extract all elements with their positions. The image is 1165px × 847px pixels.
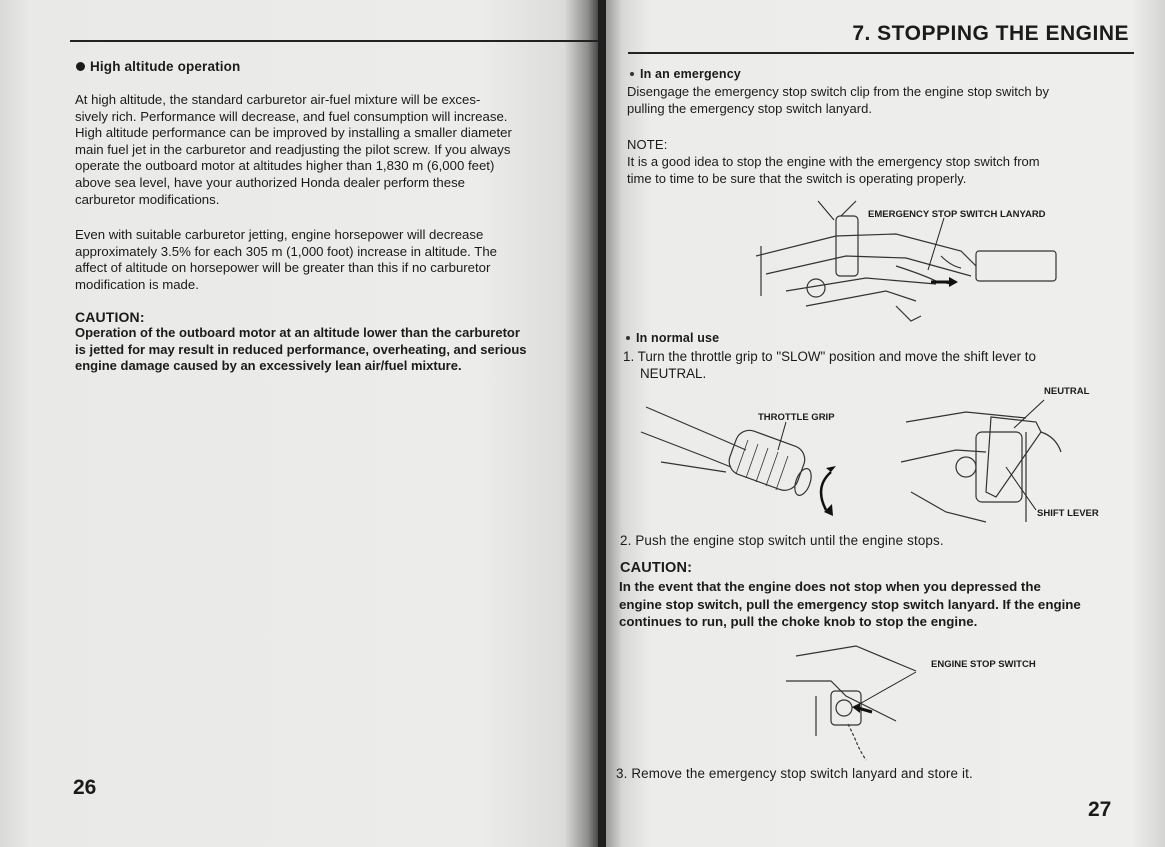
fig2-label-shift-lever: SHIFT LEVER bbox=[1037, 508, 1099, 519]
text-line: is jetted for may result in reduced performance, overheating, and serious bbox=[75, 341, 527, 357]
caution-text-right bbox=[619, 578, 1131, 631]
text-line: sively rich. Performance will decrease, and fuel consumption will increase. bbox=[75, 108, 508, 124]
text-line: High altitude performance can be improved by installing a smaller diameter bbox=[75, 125, 512, 141]
text-line: Even with suitable carburetor jetting, engine horsepower will decrease bbox=[75, 227, 484, 242]
note-heading: NOTE: bbox=[627, 137, 668, 152]
emergency-text bbox=[627, 83, 1132, 117]
note-text bbox=[627, 153, 1132, 187]
top-rule-right bbox=[628, 52, 1134, 54]
emergency-heading-text: In an emergency bbox=[640, 67, 741, 81]
text-line: modification is made. bbox=[75, 276, 199, 292]
altitude-paragraph-2 bbox=[75, 227, 595, 293]
fig2-label-throttle-grip: THROTTLE GRIP bbox=[758, 412, 835, 423]
fig1-label-lanyard: EMERGENCY STOP SWITCH LANYARD bbox=[868, 209, 1046, 220]
text-line: continues to run, pull the choke knob to stop the engine. bbox=[619, 614, 978, 629]
text-line: time to time to be sure that the switch is operating properly. bbox=[627, 171, 967, 186]
text-line: It is a good idea to stop the engine with the emergency stop switch from bbox=[627, 154, 1040, 169]
page-number-left: 26 bbox=[73, 776, 97, 799]
chapter-title: 7. STOPPING THE ENGINE bbox=[852, 22, 1129, 45]
text-line: engine damage caused by an excessively lean air/fuel mixture. bbox=[75, 358, 462, 374]
caution-heading-left: CAUTION: bbox=[75, 309, 145, 325]
text-line: engine stop switch, pull the emergency stop switch lanyard. If the engine bbox=[619, 596, 1081, 612]
emergency-heading bbox=[628, 66, 741, 83]
text-line: carburetor modifications. bbox=[75, 191, 220, 207]
text-line: In the event that the engine does not stop when you depressed the bbox=[619, 579, 1041, 594]
text-line: above sea level, have your authorized Honda dealer perform these bbox=[75, 174, 466, 190]
section-heading-text: High altitude operation bbox=[90, 59, 241, 74]
fig3-label-engine-stop-switch: ENGINE STOP SWITCH bbox=[931, 659, 1036, 670]
step-1-text bbox=[623, 348, 1128, 382]
shift-lever-illustration-icon bbox=[896, 392, 1156, 532]
text-line: approximately 3.5% for each 305 m (1,000 foot) increase in altitude. The bbox=[75, 243, 497, 259]
engine-stop-switch-illustration-icon bbox=[776, 636, 966, 766]
text-line: pulling the emergency stop switch lanyard. bbox=[627, 101, 872, 116]
text-line: main fuel jet in the carburetor and readjusting the pilot screw. If you always bbox=[75, 141, 511, 157]
text-line: Disengage the emergency stop switch clip from the engine stop switch by bbox=[627, 84, 1049, 99]
fig2-label-neutral: NEUTRAL bbox=[1044, 386, 1090, 397]
section-heading bbox=[76, 58, 240, 75]
shift-lever-figure bbox=[896, 392, 1156, 532]
normal-use-heading-text: In normal use bbox=[636, 331, 720, 345]
page-number-right: 27 bbox=[1088, 798, 1112, 821]
text-line: Operation of the outboard motor at an altitude lower than the carburetor bbox=[75, 325, 520, 340]
text-line: NEUTRAL. bbox=[640, 366, 707, 381]
right-page bbox=[606, 0, 1165, 847]
text-line: affect of altitude on horsepower will be greater than this if no carburetor bbox=[75, 260, 491, 276]
bullet-icon bbox=[76, 62, 85, 71]
step-3-text: 3. Remove the emergency stop switch lanyard and store it. bbox=[616, 766, 973, 781]
step-2-text: 2. Push the engine stop switch until the engine stops. bbox=[620, 533, 944, 548]
altitude-paragraph-1 bbox=[75, 92, 595, 208]
normal-use-heading bbox=[624, 330, 719, 347]
bullet-icon bbox=[630, 72, 634, 76]
bullet-icon bbox=[626, 336, 630, 340]
caution-text-left bbox=[75, 325, 597, 375]
top-rule-left bbox=[70, 40, 598, 42]
text-line: operate the outboard motor at altitudes higher than 1,830 m (6,000 feet) bbox=[75, 158, 495, 174]
text-line: 1. Turn the throttle grip to "SLOW" position and move the shift lever to bbox=[623, 349, 1036, 364]
engine-stop-switch-figure bbox=[776, 636, 966, 766]
text-line: At high altitude, the standard carburetor air-fuel mixture will be exces- bbox=[75, 92, 481, 107]
caution-heading-right: CAUTION: bbox=[620, 560, 693, 576]
